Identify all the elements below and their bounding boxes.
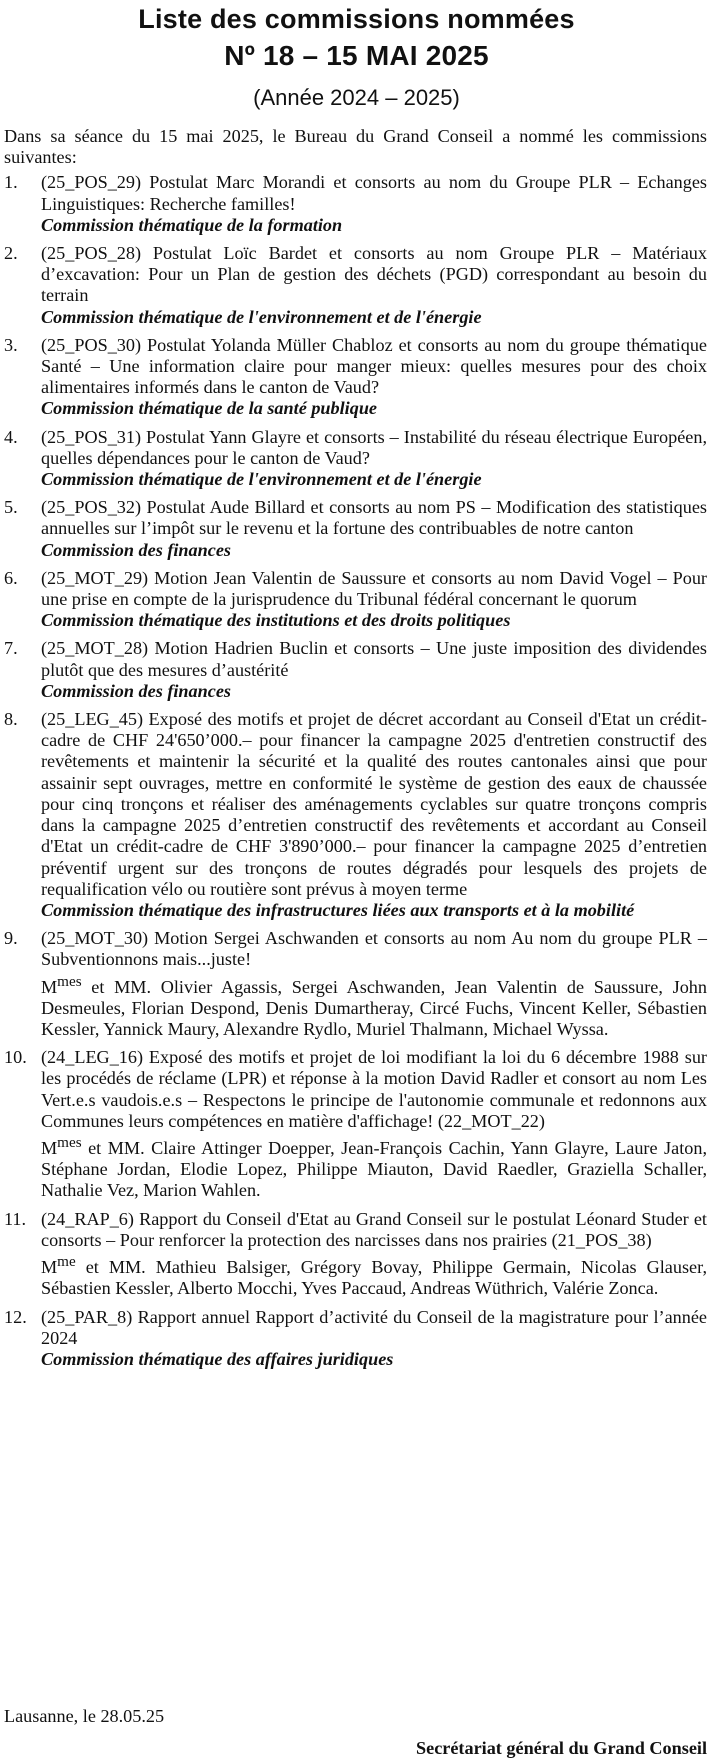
- list-item: [4, 638, 707, 702]
- item-text: (25_PAR_8) Rapport annuel Rapport d’activité du Conseil de la magistrature pour l’année 2024: [41, 1306, 707, 1348]
- commission-name: Commission thématique des infrastructures liées aux transports et à la mobilité: [41, 899, 635, 920]
- item-number: 12.: [4, 1306, 27, 1327]
- item-number: 7.: [4, 638, 18, 659]
- item-number: 8.: [4, 709, 18, 730]
- commission-name: Commission thématique de la santé publique: [41, 398, 378, 419]
- legislature-year: (Année 2024 – 2025): [253, 85, 460, 110]
- list-number-date: Nº 18 – 15 MAI 2025: [224, 40, 489, 71]
- list-item: [4, 1209, 707, 1300]
- commission-name: Commission thématique des institutions et des droits politiques: [41, 610, 511, 631]
- item-text: (25_MOT_29) Motion Jean Valentin de Saussure et consorts au nom David Vogel – Pour une prise en compte de la jurisprudence du Tribunal fédéral concernant le quorum: [41, 567, 707, 610]
- item-number: 6.: [4, 567, 18, 588]
- members-title-suffix: me: [57, 1253, 76, 1271]
- document-body: [4, 126, 707, 1377]
- item-text: (25_MOT_28) Motion Hadrien Buclin et consorts – Une juste imposition des dividendes plutôt que des mesures d’austérité: [41, 638, 707, 680]
- members-title-prefix: M: [41, 1257, 58, 1278]
- list-item: [4, 497, 707, 561]
- commission-name: Commission thématique de la formation: [41, 214, 343, 235]
- commission-members: [41, 1251, 707, 1299]
- item-number: 3.: [4, 334, 18, 355]
- list-item: [4, 709, 707, 921]
- item-text: (25_POS_29) Postulat Marc Morandi et consorts au nom du Groupe PLR – Echanges Linguistiques: Recherche familles!: [41, 172, 707, 214]
- commission-name: Commission thématique de l'environnement et de l'énergie: [41, 469, 482, 490]
- members-list: et MM. Mathieu Balsiger, Grégory Bovay, Philippe Germain, Nicolas Glauser, Sébastien Kessler, Alberto Mocchi, Yves Paccaud, Andreas Wüthrich, Valérie Zonca.: [41, 1257, 707, 1299]
- members-title-suffix: mes: [57, 972, 82, 990]
- members-list: et MM. Claire Attinger Doepper, Jean-François Cachin, Yann Glayre, Laure Jaton, Stéphane Jordan, Elodie Lopez, Philippe Miauton, David Raedler, Graziella Schaller, Nathalie Vez, Marion Wahlen.: [41, 1138, 707, 1201]
- item-number: 4.: [4, 426, 18, 447]
- commission-name: Commission thématique de l'environnement et de l'énergie: [41, 306, 482, 327]
- item-number: 9.: [4, 928, 18, 949]
- intro-paragraph: Dans sa séance du 15 mai 2025, le Bureau du Grand Conseil a nommé les commissions suivantes:: [4, 126, 707, 168]
- list-item: [4, 243, 707, 328]
- commission-name: Commission des finances: [41, 539, 231, 560]
- item-text: (25_POS_31) Postulat Yann Glayre et consorts – Instabilité du réseau électrique Européen, quelles dépendances pour le canton de Vaud?: [41, 426, 707, 468]
- list-item: [4, 1307, 707, 1371]
- place-date: Lausanne, le 28.05.25: [4, 1706, 165, 1726]
- item-number: 5.: [4, 497, 18, 518]
- list-item: [4, 335, 707, 420]
- item-text: (24_RAP_6) Rapport du Conseil d'Etat au Grand Conseil sur le postulat Léonard Studer et consorts – Pour renforcer la protection des narcisses dans nos prairies (21_POS_38): [41, 1208, 707, 1250]
- item-text: (25_LEG_45) Exposé des motifs et projet de décret accordant au Conseil d'Etat un crédit-cadre de CHF 24'650’000.– pour financer la campagne 2025 d'entretien constructif des revêtements et maintenir la sécurité et la qualité des routes cantonales ainsi que pour assainir sept ouvrages, mettre en conformité le système de gestion des eaux de chaussée pour cinq tronçons et réaliser des aménagements cyclables sur quatre tronçons compris dans la campagne 2025 d’entretien constructif des revêtements et accordant au Conseil d'Etat un crédit-cadre de CHF 3'890’000.– pour financer la campagne 2025 d’entretien préventif urgent sur des tronçons de routes dégradés pour lesquels des projets de requalification vélo ou routière sont prévus à moyen terme: [41, 709, 707, 899]
- item-text: (25_POS_28) Postulat Loïc Bardet et consorts au nom Groupe PLR – Matériaux d’excavation: Pour un Plan de gestion des déchets (PGD) correspondant au besoin du terrain: [41, 243, 707, 306]
- list-item: [4, 172, 707, 236]
- list-item: [4, 1047, 707, 1201]
- item-number: 11.: [4, 1208, 27, 1229]
- item-text: (25_MOT_30) Motion Sergei Aschwanden et consorts au nom Au nom du groupe PLR – Subventionnons mais...juste!: [41, 928, 707, 970]
- signature: Secrétariat général du Grand Conseil: [416, 1738, 707, 1758]
- item-number: 1.: [4, 172, 18, 193]
- members-list: et MM. Olivier Agassis, Sergei Aschwanden, Jean Valentin de Saussure, John Desmeules, Florian Despond, Denis Dumartheray, Circé Fuchs, Vincent Keller, Sébastien Kessler, Yannick Maury, Alexandre Rydlo, Muriel Thalmann, Michael Wyssa.: [41, 976, 707, 1039]
- members-title-prefix: M: [41, 976, 58, 997]
- commission-members: [41, 1132, 707, 1202]
- list-item: [4, 928, 707, 1040]
- item-number: 2.: [4, 243, 18, 264]
- item-text: (24_LEG_16) Exposé des motifs et projet de loi modifiant la loi du 6 décembre 1988 sur les procédés de réclame (LPR) et réponse à la motion David Radler et consort au nom Les Vert.e.s vaudois.e.s – Respectons le principe de l'autonomie communale et redonnons aux Communes leurs compétences en matière d'affichage! (22_MOT_22): [41, 1047, 707, 1131]
- item-number: 10.: [4, 1047, 27, 1068]
- list-item: [4, 568, 707, 632]
- members-title-suffix: mes: [57, 1134, 82, 1151]
- item-text: (25_POS_30) Postulat Yolanda Müller Chabloz et consorts au nom du groupe thématique Santé – Une information claire pour manger mieux: quelles mesures pour des choix alimentaires informés dans le canton de Vaud?: [41, 334, 707, 398]
- list-item: [4, 427, 707, 491]
- item-text: (25_POS_32) Postulat Aude Billard et consorts au nom PS – Modification des statistiques annuelles sur l’impôt sur le revenu et la fortune des contribuables de notre canton: [41, 497, 707, 539]
- commission-name: Commission des finances: [41, 680, 231, 701]
- commission-name: Commission thématique des affaires juridiques: [41, 1348, 394, 1369]
- commission-members: [41, 971, 707, 1041]
- members-title-prefix: M: [41, 1138, 58, 1159]
- page-title: Liste des commissions nommées: [138, 4, 575, 34]
